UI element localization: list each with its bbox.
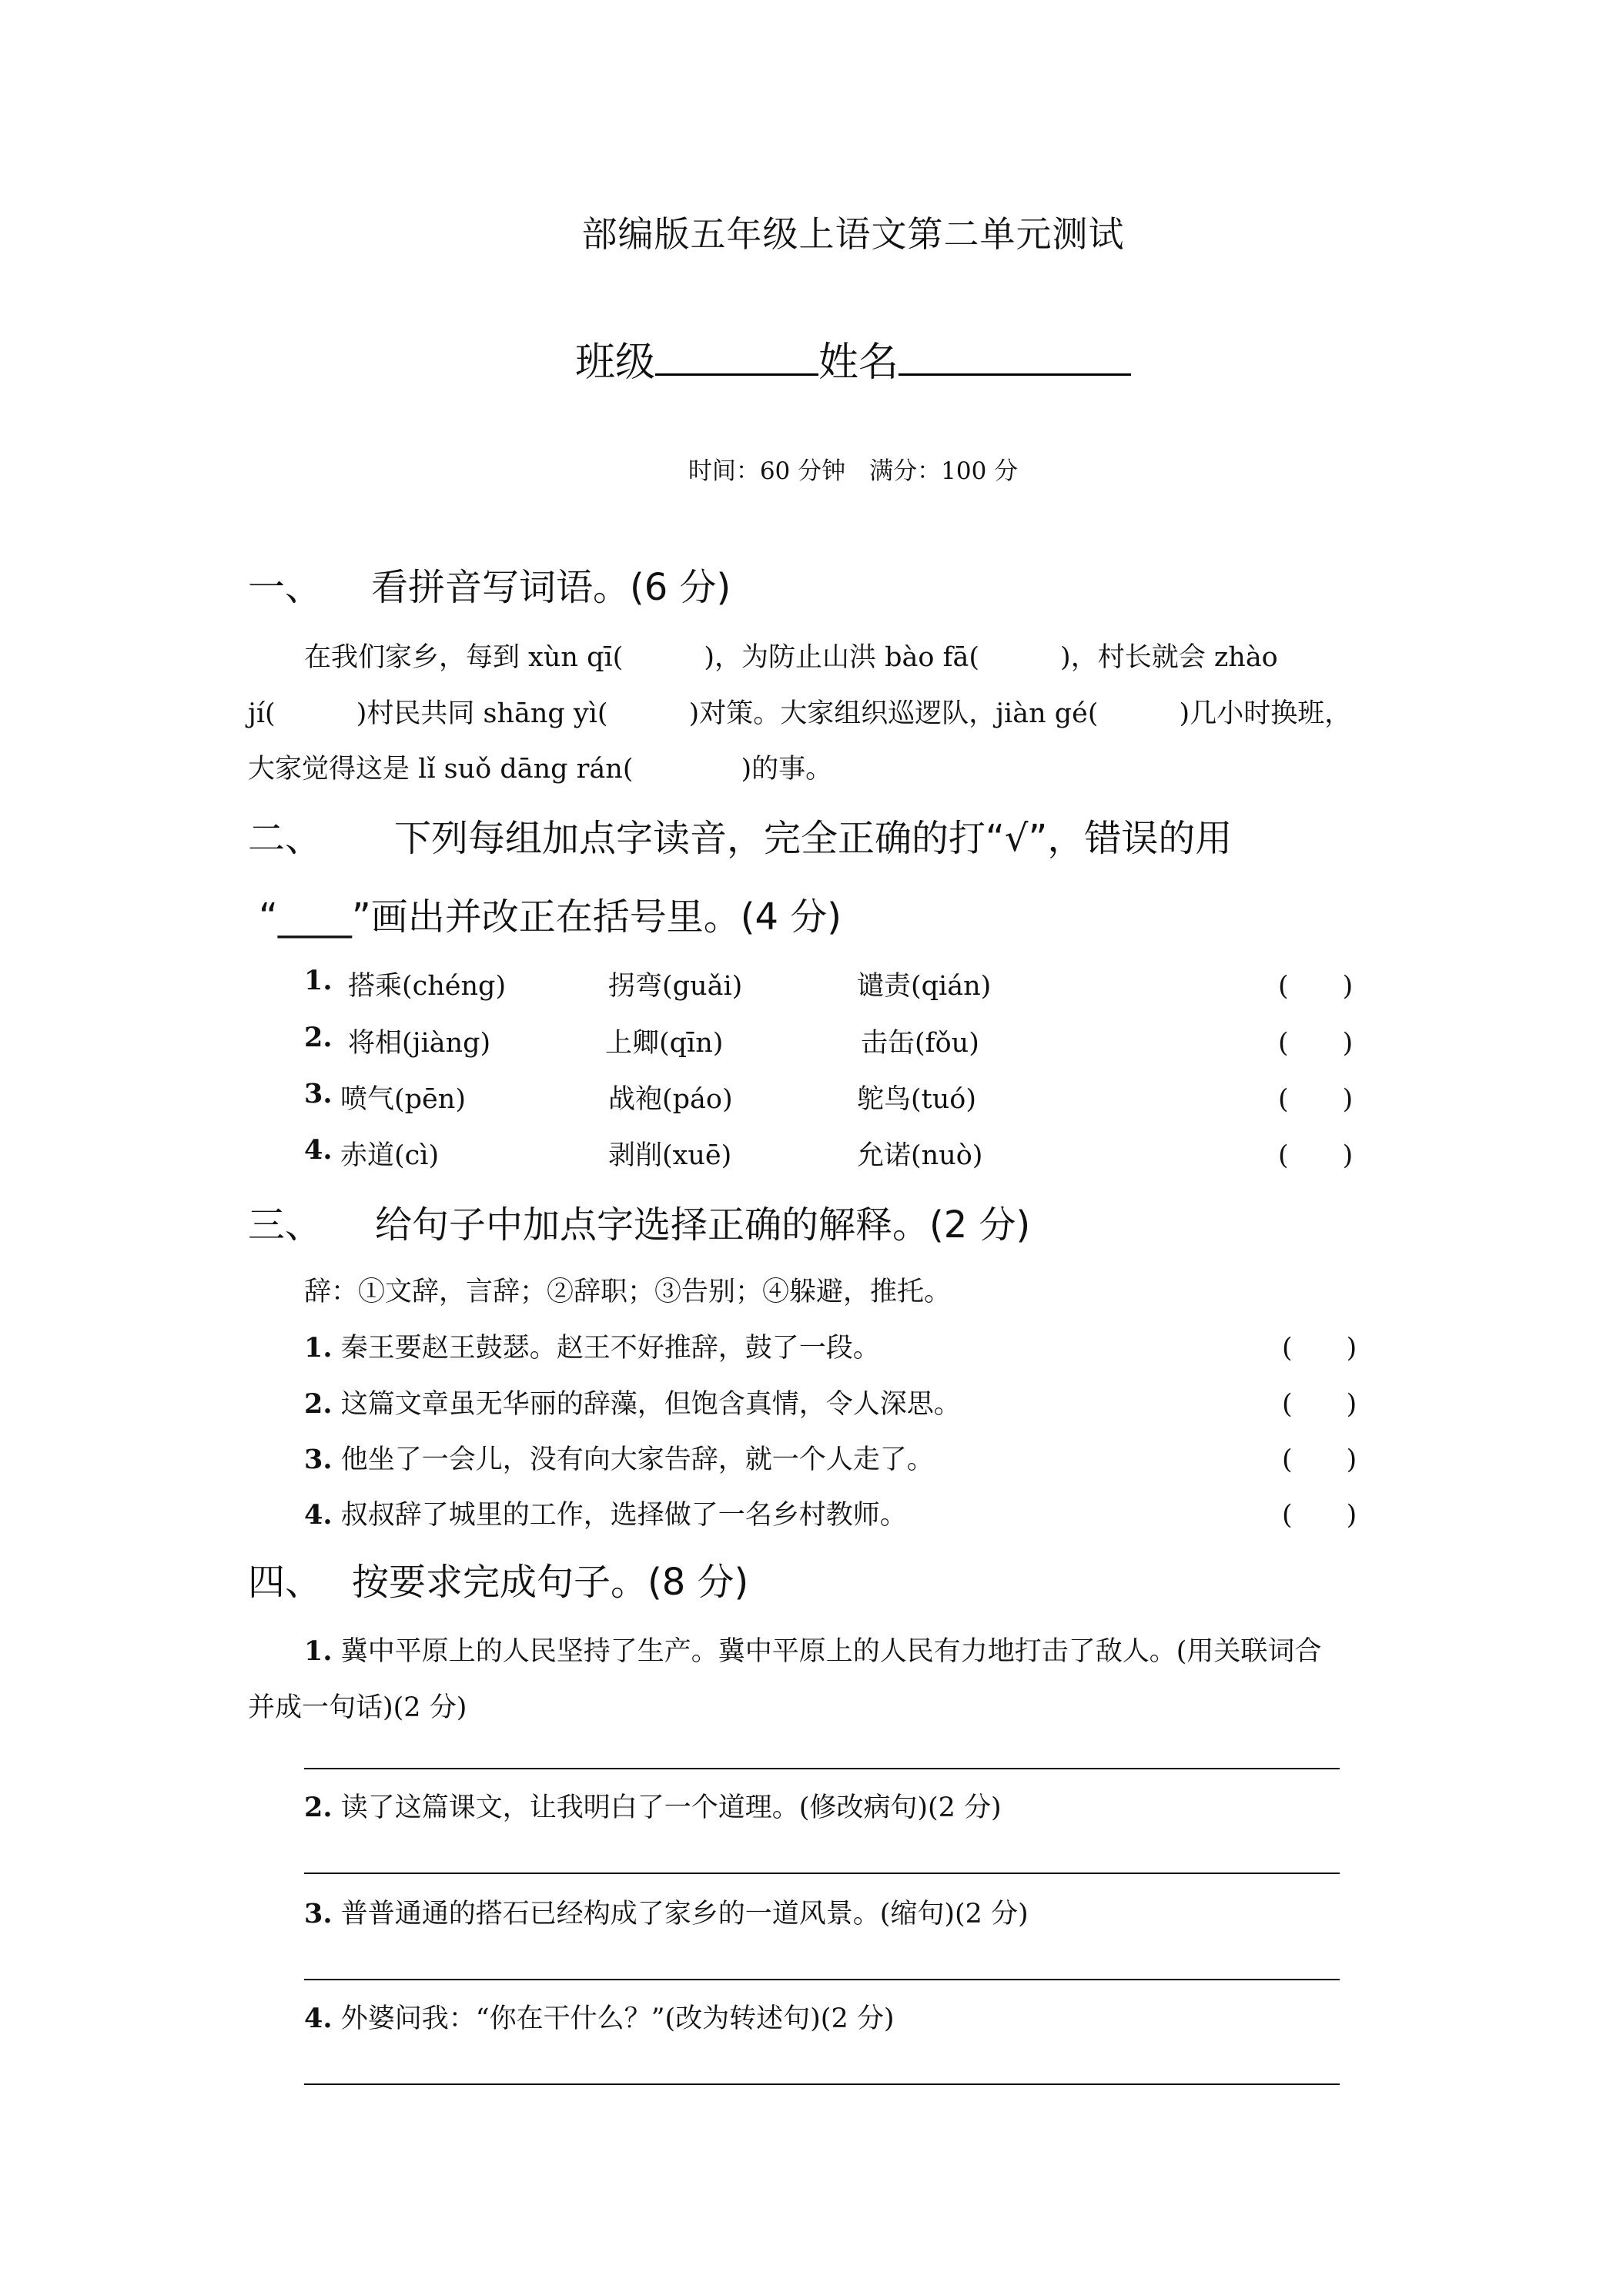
s4-q3-answer-line[interactable]: [304, 1979, 1340, 1980]
s3-item-text: 他坐了一会儿，没有向大家告辞，就一个人走了。: [340, 1444, 934, 1475]
s2-row-1-word-b: 拐弯(guǎi): [608, 971, 743, 1002]
s2-row-1-answer-paren[interactable]: ( ): [1278, 971, 1354, 1002]
s2-row-number: 1.: [304, 965, 333, 996]
section-2-heading: [248, 808, 1232, 862]
s4-q1-line-2: 并成一句话)(2 分): [248, 1692, 467, 1723]
s4-q1-line-1: [304, 1630, 1321, 1668]
s3-item-number: 2.: [304, 1388, 333, 1420]
class-blank[interactable]: [655, 338, 818, 376]
class-name-line: [0, 330, 1623, 387]
s4-q2: [304, 1786, 1002, 1825]
section-3-number: 三、: [248, 1203, 323, 1247]
s4-q1-text-1: 冀中平原上的人民坚持了生产。冀中平原上的人民有力地打击了敌人。(用关联词合: [340, 1636, 1322, 1667]
s2-row-2-word-a: 将相(jiàng): [348, 1028, 491, 1059]
s4-q3-text: 普普通通的搭石已经构成了家乡的一道风景。(缩句)(2 分): [340, 1899, 1029, 1930]
s2-row-3-word-a: 喷气(pēn): [340, 1084, 466, 1115]
s2-row-1: [304, 965, 333, 996]
s3-item-1-answer-paren[interactable]: ( ): [1282, 1333, 1357, 1364]
s2-row-3: [304, 1078, 333, 1110]
section-1-number: 一、: [248, 566, 323, 609]
s4-q1-answer-line[interactable]: [304, 1768, 1340, 1769]
s4-q2-text: 读了这篇课文，让我明白了一个道理。(修改病句)(2 分): [340, 1792, 1002, 1823]
section-4-number: 四、: [248, 1561, 323, 1604]
s3-item-3-answer-paren[interactable]: ( ): [1282, 1444, 1357, 1475]
section-2-title-line-1: 下列每组加点字读音，完全正确的打“√”，错误的用: [394, 817, 1233, 860]
s4-q4: [304, 1997, 895, 2036]
section-1-title: 看拼音写词语。(6 分): [371, 566, 731, 609]
s3-item-text: 秦王要赵王鼓瑟。赵王不好推辞，鼓了一段。: [340, 1333, 880, 1364]
name-blank[interactable]: [899, 338, 1131, 376]
s3-item-text: 叔叔辞了城里的工作，选择做了一名乡村教师。: [340, 1500, 907, 1531]
s4-q3-number: 3.: [304, 1898, 333, 1930]
name-label: 姓名: [818, 340, 899, 386]
section-2-number: 二、: [248, 817, 323, 860]
s2-row-3-word-c: 鸵鸟(tuó): [857, 1084, 976, 1115]
s4-q3: [304, 1893, 1029, 1931]
s3-item-4: [304, 1494, 907, 1532]
time-info: 时间：60 分钟 满分：100 分: [688, 457, 1019, 485]
section-3-definitions: 辞：①文辞，言辞；②辞职；③告别；④躲避，推托。: [304, 1277, 952, 1307]
s2-row-4-word-c: 允诺(nuò): [857, 1140, 983, 1171]
s2-row-3-answer-paren[interactable]: ( ): [1278, 1084, 1354, 1115]
s2-row-2-word-c: 击缶(fǒu): [861, 1028, 979, 1059]
page-title: 部编版五年级上语文第二单元测试: [581, 213, 1125, 255]
s2-row-number: 3.: [304, 1078, 333, 1110]
s2-row-4-word-b: 剥削(xuē): [608, 1140, 732, 1171]
s2-row-4-word-a: 赤道(cì): [340, 1140, 440, 1171]
s2-row-3-word-b: 战袍(páo): [608, 1084, 733, 1115]
class-label: 班级: [574, 340, 655, 386]
section-4-heading: [248, 1552, 748, 1605]
s3-item-number: 3.: [304, 1444, 333, 1475]
s4-q2-answer-line[interactable]: [304, 1873, 1340, 1874]
s2-row-1-word-c: 谴责(qián): [857, 971, 992, 1002]
s2-row-number: 4.: [304, 1134, 333, 1166]
s2-row-number: 2.: [304, 1022, 333, 1053]
section-2-title-line-2: “____”画出并改正在括号里。(4 分): [259, 895, 842, 939]
section-1-line-2: jí( )村民共同 shāng yì( )对策。大家组织巡逻队，jiàn gé( )几小时换班，: [248, 698, 1352, 729]
section-4-title: 按要求完成句子。(8 分): [352, 1561, 749, 1604]
s2-row-2-word-b: 上卿(qīn): [605, 1028, 724, 1059]
s4-q1-number: 1.: [304, 1635, 333, 1667]
s3-item-2-answer-paren[interactable]: ( ): [1282, 1389, 1357, 1420]
section-1-line-3: 大家觉得这是 lǐ suǒ dāng rán( )的事。: [248, 754, 833, 785]
s2-row-4-answer-paren[interactable]: ( ): [1278, 1140, 1354, 1171]
s3-item-1: [304, 1327, 880, 1365]
s3-item-number: 1.: [304, 1332, 333, 1364]
s3-item-text: 这篇文章虽无华丽的辞藻，但饱含真情，令人深思。: [340, 1389, 961, 1420]
s4-q4-answer-line[interactable]: [304, 2083, 1340, 2085]
section-1-heading: [248, 557, 731, 611]
s3-item-3: [304, 1438, 934, 1477]
s4-q4-text: 外婆问我：“你在干什么？”(改为转述句)(2 分): [340, 2003, 895, 2034]
s3-item-number: 4.: [304, 1499, 333, 1531]
s4-q2-number: 2.: [304, 1792, 333, 1823]
section-3-title: 给句子中加点字选择正确的解释。(2 分): [375, 1203, 1031, 1247]
section-3-heading: [248, 1195, 1030, 1248]
s2-row-2-answer-paren[interactable]: ( ): [1278, 1028, 1354, 1059]
s2-row-1-word-a: 搭乘(chéng): [348, 971, 507, 1002]
s3-item-2: [304, 1383, 961, 1421]
section-1-line-1: 在我们家乡，每到 xùn qī( )，为防止山洪 bào fā( )，村长就会 zhào: [304, 642, 1278, 673]
s2-row-2: [304, 1022, 333, 1053]
s3-item-4-answer-paren[interactable]: ( ): [1282, 1500, 1357, 1531]
s4-q4-number: 4.: [304, 2003, 333, 2034]
s2-row-4: [304, 1134, 333, 1166]
